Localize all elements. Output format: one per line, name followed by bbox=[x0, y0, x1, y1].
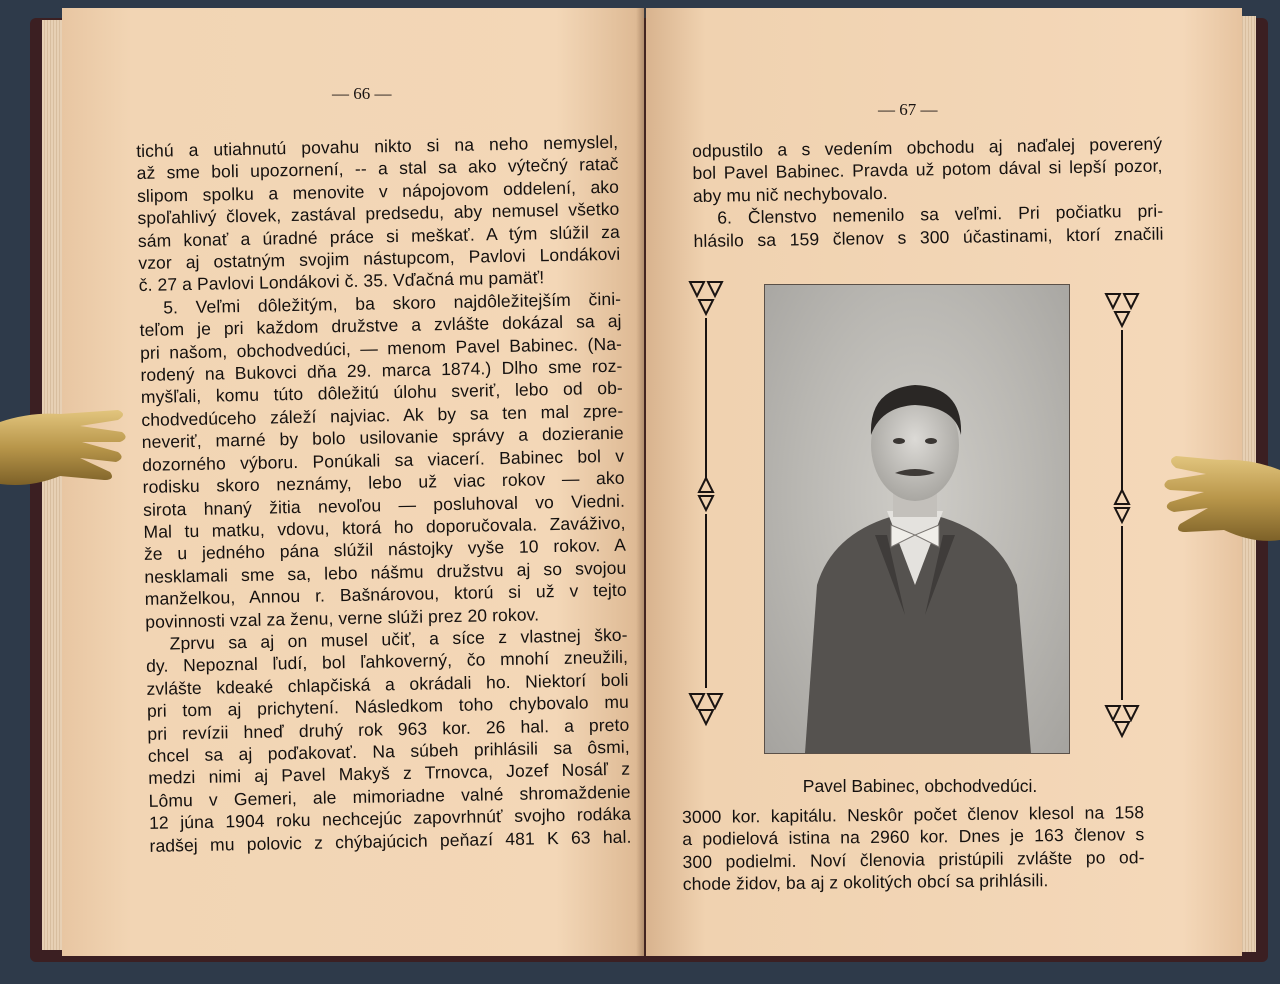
text-line: bol Pavel Babinec. Pravda už potom dával si lepší pozor, bbox=[692, 156, 1163, 184]
text-line: neveriť, marné by bolo usilovanie správy a dozieranie bbox=[141, 422, 624, 453]
text-line: aby mu nič nechybovalo. bbox=[692, 182, 888, 206]
page-number-left: — 66 — bbox=[332, 84, 392, 103]
portrait-illustration bbox=[765, 285, 1069, 753]
page-number-right: — 67 — bbox=[878, 100, 938, 119]
text-line: sám konať a úradné práce si meškať. A tým slúžil za bbox=[137, 221, 621, 251]
text-line: 300 podielmi. Noví členovia pristúpili zvlášte po od- bbox=[682, 846, 1145, 872]
text-line: nesklamali sme sa, lebo nášmu družstvu aj so svojou bbox=[144, 557, 627, 587]
text-line: že u jedného pána slúžil nástojky vyše 10 rokov. A bbox=[143, 534, 627, 565]
text-line: chodvedúceho záleží najviac. Ak by sa ten mal zpre- bbox=[141, 400, 624, 430]
text-line: pri našom, obchodvedúci, — menom Pavel Babinec. (Na- bbox=[139, 333, 623, 363]
portrait-photo bbox=[764, 284, 1070, 754]
text-line: sirota hnaný žitia nevoľou — posluhoval vo Viedni. bbox=[142, 490, 626, 520]
text-line: rodisku skoro neznámy, lebo už viac rokov — ako bbox=[142, 467, 625, 498]
text-line: dozorného výboru. Ponúkali sa viacerí. Babinec bol v bbox=[142, 445, 625, 475]
text-line: pri revízii hneď druhý rok 963 kor. 26 hal. a preto bbox=[147, 714, 630, 744]
text-line: radšej mu polovic z chýbajúcich peňazí 481 K 63 hal. bbox=[149, 826, 632, 856]
right-page bbox=[646, 8, 1242, 956]
text-line: 12 júna 1904 roku nechcejúc zapovrhnúť svojho rodáka bbox=[148, 803, 632, 834]
text-line: Lômu v Gemeri, ale mimoriadne valné shromaždenie bbox=[148, 781, 631, 811]
text-line: slipom spolku a menovite v nápojovom oddelení, ako bbox=[136, 176, 620, 206]
left-page bbox=[62, 8, 644, 956]
text-line: dy. Nepoznal ľudí, bol ľahkoverný, čo mnohí zneužili, bbox=[145, 646, 629, 677]
ornament-left bbox=[686, 278, 730, 728]
text-line: chcel sa aj poďakovať. Na súbeh prihlásili sa ôsmi, bbox=[147, 736, 630, 766]
text-line: rodený na Bukovci dňa 29. marca 1874.) Dlho sme roz- bbox=[140, 355, 623, 386]
left-page-text bbox=[136, 131, 632, 857]
brass-hand-left bbox=[0, 392, 130, 502]
ornament-right bbox=[1102, 290, 1146, 740]
text-line: Zprvu sa aj on musel učiť, a síce z vlastnej ško- bbox=[169, 624, 628, 654]
text-line: odpustilo a s vedením obchodu aj naďalej poverený bbox=[692, 133, 1163, 161]
text-line: pri tom aj prichytení. Následkom toho chybovalo mu bbox=[146, 691, 630, 722]
text-line: Mal tu matku, vdovu, ktorá ho doporučovala. Zaváživo, bbox=[143, 512, 626, 542]
text-line: zvlášte kdeaké chlapčiská a okrádali ho. Niektorí boli bbox=[146, 669, 629, 699]
right-page-text-bottom bbox=[682, 801, 1145, 895]
right-page-text-top bbox=[692, 133, 1164, 252]
text-line: povinnosti vzal za ženu, verne slúži prez 20 rokov. bbox=[145, 603, 540, 632]
text-line: manželkou, Annou r. Bašnárovou, ktorú si už v tejto bbox=[144, 579, 627, 610]
text-line: č. 27 a Pavlovi Londákovi č. 35. Vďačná mu pamäť! bbox=[138, 267, 545, 296]
text-line: vzor aj ostatným svojim nástupcom, Pavlovi Londákovi bbox=[138, 243, 621, 274]
text-line: 3000 kor. kapitálu. Neskôr počet členov klesol na 158 bbox=[682, 802, 1145, 827]
text-line: tichú a utiahnutú povahu nikto si na neho nemyslel, bbox=[136, 131, 619, 161]
text-line: 5. Veľmi dôležitým, ba skoro najdôležitejším čini- bbox=[163, 288, 622, 318]
text-line: spoľahlivý človek, zastával predsedu, aby nemusel všetko bbox=[137, 198, 620, 229]
text-line: myšľali, komu túto dôležitú úlohu sveriť, lebo od ob- bbox=[140, 378, 624, 408]
text-line: medzi nimi aj Pavel Makyš z Trnovca, Jozef Nosáľ z bbox=[148, 759, 631, 789]
photo-caption: Pavel Babinec, obchodvedúci. bbox=[802, 776, 1038, 796]
text-line: až sme boli upozornení, -- a stal sa ako výtečný ratač bbox=[136, 154, 619, 184]
text-line: chode židov, ba aj z okolitých obcí sa prihlásili. bbox=[682, 870, 1049, 895]
text-line: a podielová istina na 2960 kor. Dnes je 163 členov s bbox=[682, 824, 1145, 850]
text-line: 6. Členstvo nemenilo sa veľmi. Pri počiatku pri- bbox=[717, 200, 1164, 228]
text-line: teľom je pri každom družstve a zvlášte dokázal sa aj bbox=[139, 310, 622, 341]
text-line: hlásilo sa 159 členov s 300 účastinami, ktorí značili bbox=[693, 223, 1164, 251]
brass-hand-right bbox=[1160, 440, 1280, 560]
